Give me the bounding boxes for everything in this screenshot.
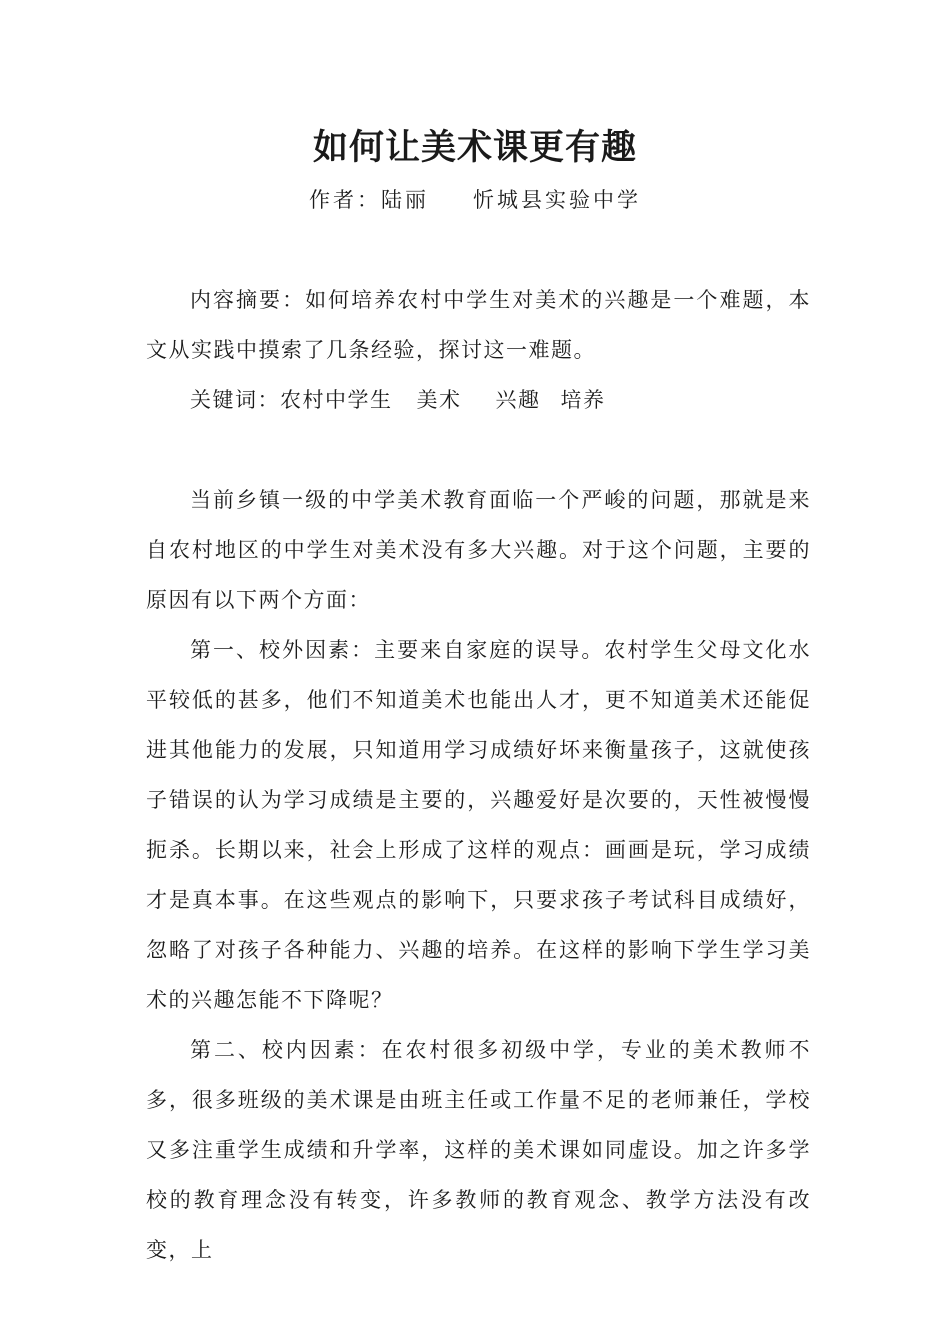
abstract-block bbox=[146, 275, 811, 375]
author-name: 作者：陆丽 bbox=[309, 188, 429, 212]
author-line bbox=[0, 184, 950, 216]
keywords-line bbox=[190, 375, 606, 425]
document-title: 如何让美术课更有趣 bbox=[312, 127, 637, 168]
keywords-label: 关键词： bbox=[190, 388, 280, 412]
keyword-item: 美术 bbox=[416, 388, 462, 412]
keyword-item: 兴趣 bbox=[495, 388, 541, 412]
body-text bbox=[146, 475, 811, 1275]
abstract-text: 内容摘要：如何培养农村中学生对美术的兴趣是一个难题，本文从实践中摸索了几条经验，探讨这一难题。 bbox=[146, 288, 811, 362]
body-paragraph: 第二、校内因素：在农村很多初级中学，专业的美术教师不多，很多班级的美术课是由班主任或工作量不足的老师兼任，学校又多注重学生成绩和升学率，这样的美术课如同虚设。加之许多学校的教育理念没有转变，许多教师的教育观念、教学方法没有改变，上 bbox=[146, 1038, 811, 1262]
keyword-item: 农村中学生 bbox=[280, 388, 393, 412]
body-paragraph: 第一、校外因素：主要来自家庭的误导。农村学生父母文化水平较低的甚多，他们不知道美术也能出人才，更不知道美术还能促进其他能力的发展，只知道用学习成绩好坏来衡量孩子，这就使孩子错误的认为学习成绩是主要的，兴趣爱好是次要的，天性被慢慢扼杀。长期以来，社会上形成了这样的观点：画画是玩，学习成绩才是真本事。在这些观点的影响下，只要求孩子考试科目成绩好，忽略了对孩子各种能力、兴趣的培养。在这样的影响下学生学习美术的兴趣怎能不下降呢？ bbox=[146, 638, 811, 1012]
body-paragraph: 当前乡镇一级的中学美术教育面临一个严峻的问题，那就是来自农村地区的中学生对美术没有多大兴趣。对于这个问题，主要的原因有以下两个方面： bbox=[146, 488, 811, 612]
keyword-item: 培养 bbox=[560, 388, 606, 412]
author-affiliation: 忻城县实验中学 bbox=[473, 188, 641, 212]
